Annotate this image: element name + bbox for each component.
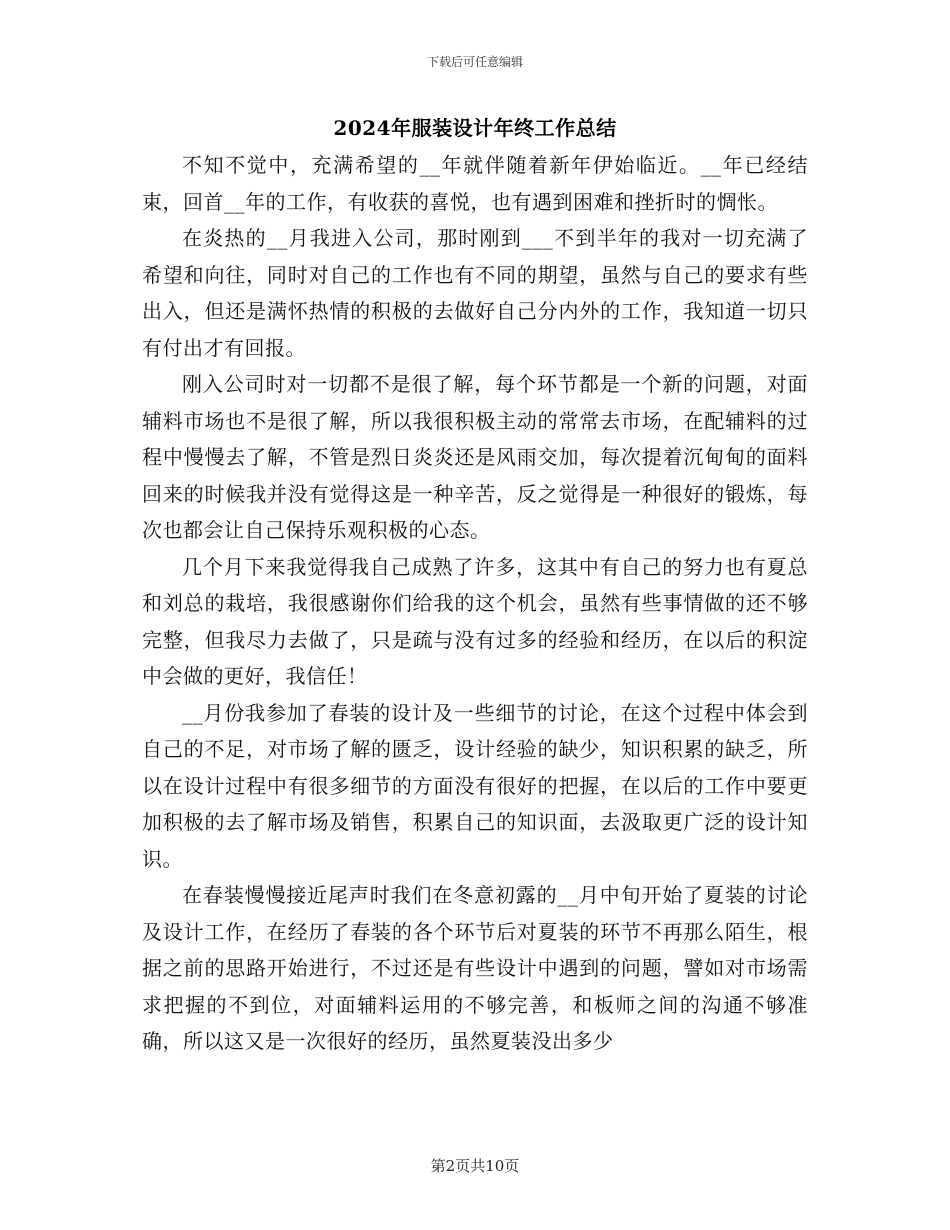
paragraph-2: 在炎热的__月我进入公司，那时刚到___不到半年的我对一切充满了希望和向往，同时对自己的工作也有不同的期望，虽然与自己的要求有些出入，但还是满怀热情的积极的去做好自己分内外的工作，我知道一切只有付出才有回报。 [142, 226, 808, 360]
document-title: 2024年服装设计年终工作总结 [333, 116, 617, 140]
paragraph-5: __月份我参加了春装的设计及一些细节的讨论，在这个过程中体会到自己的不足，对市场了解的匮乏，设计经验的缺少，知识积累的缺乏，所以在设计过程中有很多细节的方面没有很好的把握，在以后的工作中要更加积极的去了解市场及销售，积累自己的知识面，去汲取更广泛的设计知识。 [142, 700, 808, 871]
paragraph-3: 刚入公司时对一切都不是很了解，每个环节都是一个新的问题，对面辅料市场也不是很了解，所以我很积极主动的常常去市场，在配辅料的过程中慢慢去了解，不管是烈日炎炎还是风雨交加，每次提着沉甸甸的面料回来的时候我并没有觉得这是一种辛苦，反之觉得是一种很好的锻炼，每次也都会让自己保持乐观积极的心态。 [142, 372, 808, 542]
paragraph-1: 不知不觉中，充满希望的__年就伴随着新年伊始临近。__年已经结束，回首__年的工作，有收获的喜悦，也有遇到困难和挫折时的惆怅。 [142, 153, 808, 214]
page-number-indicator: 第2页共10页 [430, 1157, 520, 1175]
document-body [142, 147, 808, 1060]
paragraph-4: 几个月下来我觉得我自己成熟了许多，这其中有自己的努力也有夏总和刘总的栽培，我很感谢你们给我的这个机会，虽然有些事情做的还不够完整，但我尽力去做了，只是疏与没有过多的经验和经历，在以后的积淀中会做的更好，我信任！ [142, 554, 808, 688]
paragraph-6: 在春装慢慢接近尾声时我们在冬意初露的__月中旬开始了夏装的讨论及设计工作，在经历了春装的各个环节后对夏装的环节不再那么陌生，根据之前的思路开始进行，不过还是有些设计中遇到的问题，譬如对市场需求把握的不到位，对面辅料运用的不够完善，和板师之间的沟通不够准确，所以这又是一次很好的经历，虽然夏装没出多少 [142, 883, 808, 1053]
page-header-note: 下载后可任意编辑 [426, 55, 523, 69]
